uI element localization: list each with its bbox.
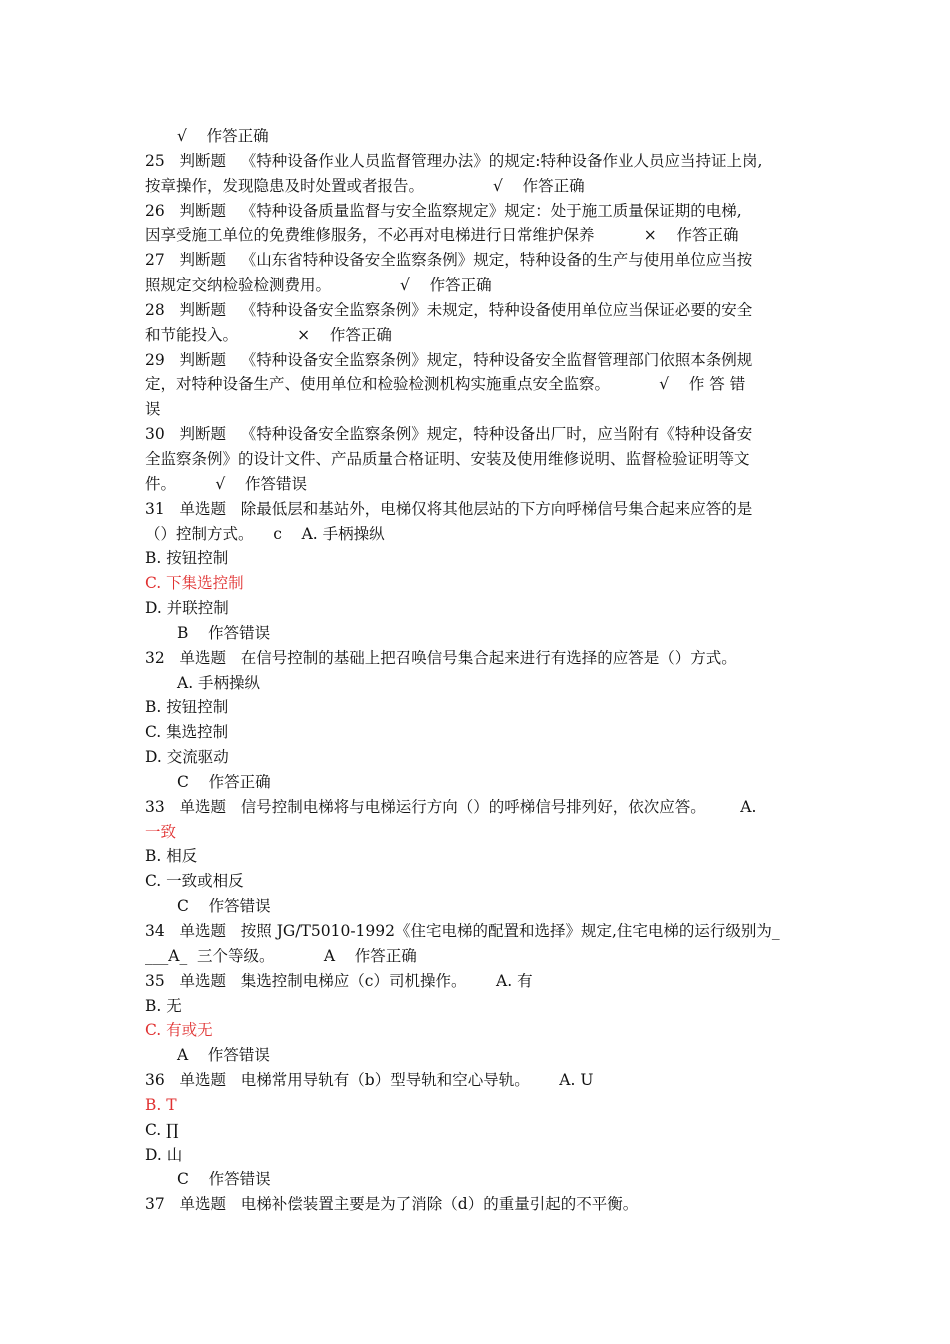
text-line: B. 按钮控制 [145,698,229,717]
text-line: 因享受施工单位的免费维修服务，不必再对电梯进行日常维护保养 × 作答正确 [145,226,739,245]
text-line: D. 交流驱动 [145,748,229,767]
text-line: 全监察条例》的设计文件、产品质量合格证明、安装及使用维修说明、监督检验证明等文 [145,449,750,468]
text-line: 25 判断题 《特种设备作业人员监督管理办法》的规定:特种设备作业人员应当持证上岗, [145,151,763,170]
text-line: 27 判断题 《山东省特种设备安全监察条例》规定，特种设备的生产与使用单位应当按 [145,251,753,270]
text-line: C 作答错误 [177,897,271,916]
text-line: 37 单选题 电梯补偿装置主要是为了消除（d）的重量引起的不平衡。 [145,1195,639,1214]
text-line: 36 单选题 电梯常用导轨有（b）型导轨和空心导轨。 A. U [145,1071,594,1090]
highlighted-line: 一致 [145,822,177,841]
text-line: C. 一致或相反 [145,872,244,891]
highlighted-line: B. T [145,1095,177,1114]
text-line: A. 手柄操纵 [177,673,261,692]
text-line: B. 按钮控制 [145,549,229,568]
text-line: 和节能投入。 × 作答正确 [145,325,392,344]
text-line: C 作答错误 [177,1170,271,1189]
text-line: C. ∏ [145,1120,179,1139]
text-line: 35 单选题 集选控制电梯应（c）司机操作。 A. 有 [145,971,533,990]
text-line: 31 单选题 除最低层和基站外，电梯仅将其他层站的下方向呼梯信号集合起来应答的是 [145,499,753,518]
text-line: 定，对特种设备生产、使用单位和检验检测机构实施重点安全监察。 √ 作 答 错 [145,375,746,394]
text-line: 30 判断题 《特种设备安全监察条例》规定，特种设备出厂时，应当附有《特种设备安 [145,425,753,444]
text-line: B. 无 [145,996,182,1015]
text-line: B 作答错误 [177,623,271,642]
text-line: 按章操作，发现隐患及时处置或者报告。 √ 作答正确 [145,176,585,195]
text-line: C 作答正确 [177,772,271,791]
text-line: D. 山 [145,1145,183,1164]
question-list [145,124,813,1217]
highlighted-line: C. 下集选控制 [145,574,244,593]
highlighted-line: C. 有或无 [145,1021,213,1040]
text-line: 34 单选题 按照 JG/T5010-1992《住宅电梯的配置和选择》规定,住宅电梯的运行级别为_ [145,922,780,940]
text-line: C. 集选控制 [145,723,229,742]
text-line: A 作答错误 [177,1046,270,1065]
text-line: 26 判断题 《特种设备质量监督与安全监察规定》规定：处于施工质量保证期的电梯, [145,201,742,220]
text-line: 33 单选题 信号控制电梯将与电梯运行方向（）的呼梯信号排列好，依次应答。 A. [145,797,757,816]
text-line: 29 判断题 《特种设备安全监察条例》规定，特种设备安全监督管理部门依照本条例规 [145,350,753,369]
text-line: √ 作答正确 [177,127,269,145]
text-line: （）控制方式。 c A. 手柄操纵 [145,524,385,543]
text-line: D. 并联控制 [145,599,229,618]
text-line: ___A_ 三个等级。 A 作答正确 [145,946,417,965]
text-line: 件。 √ 作答错误 [145,474,308,493]
text-line: 照规定交纳检验检测费用。 √ 作答正确 [145,276,492,295]
text-line: 32 单选题 在信号控制的基础上把召唤信号集合起来进行有选择的应答是（）方式。 [145,648,737,667]
text-line: 误 [145,400,161,419]
text-line: 28 判断题 《特种设备安全监察条例》未规定，特种设备使用单位应当保证必要的安全 [145,300,753,319]
text-line: B. 相反 [145,847,198,866]
